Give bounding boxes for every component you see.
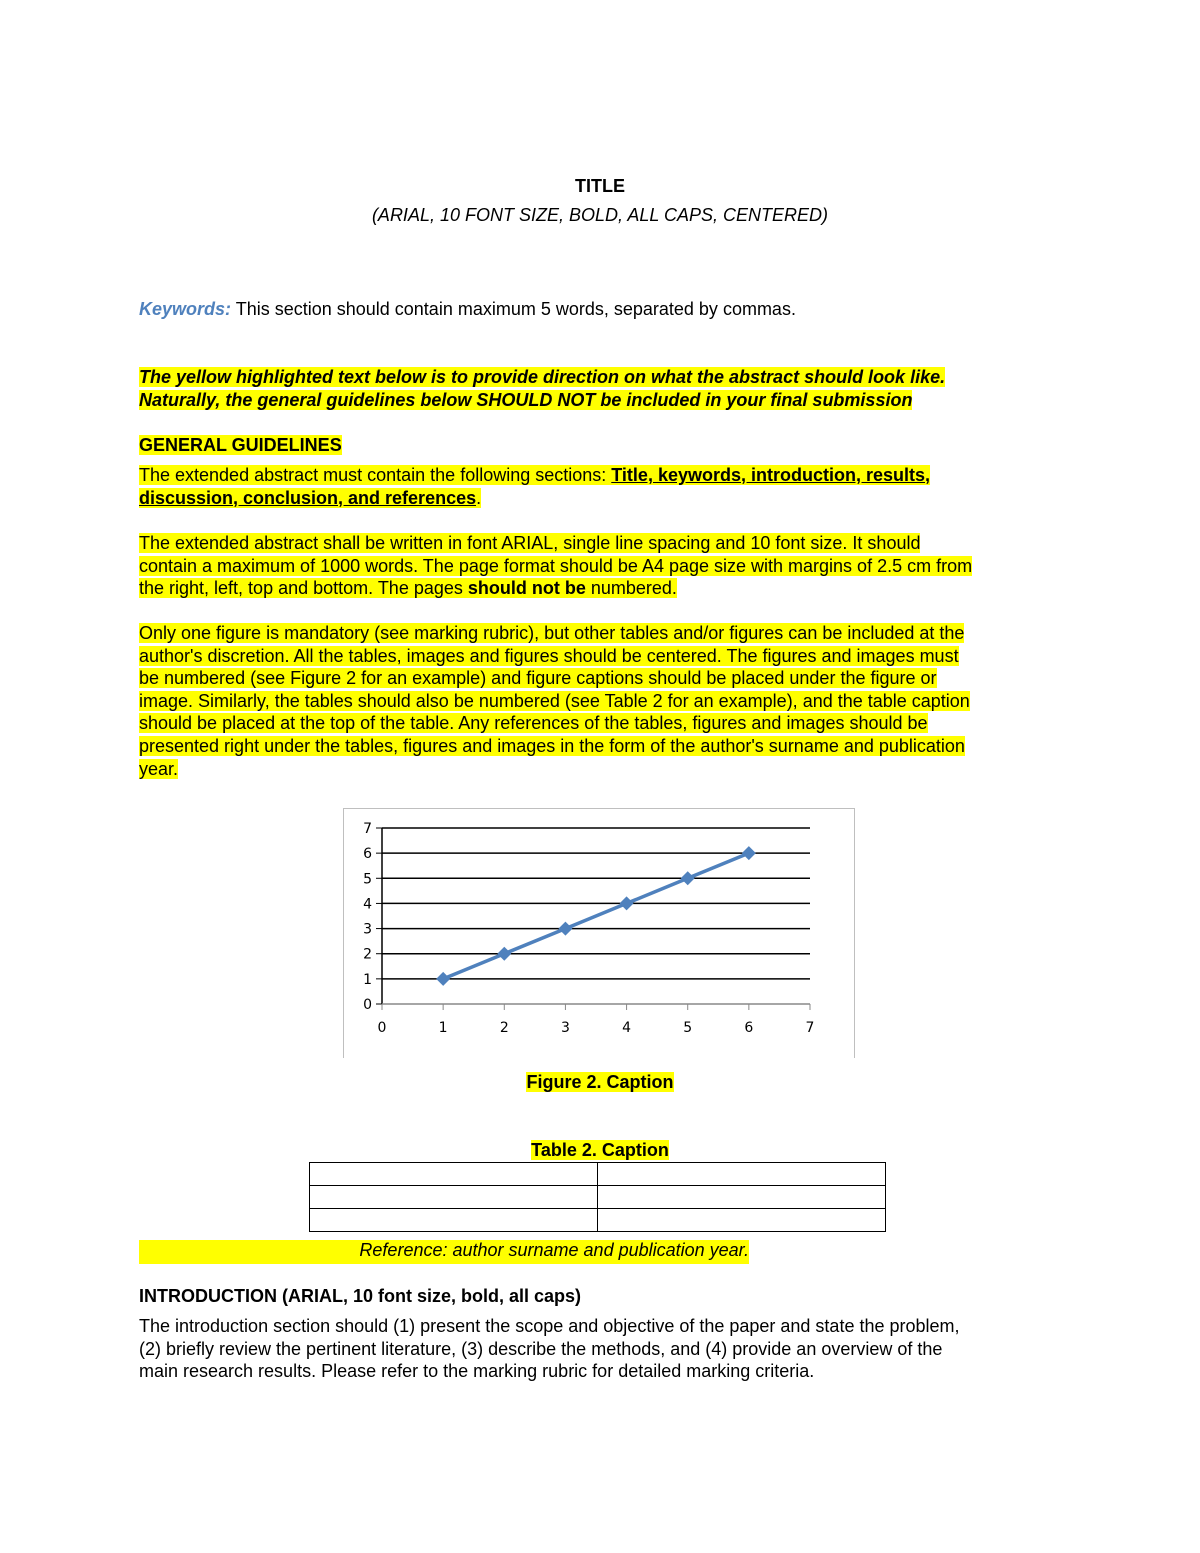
x-tick-label: 2 bbox=[499, 1020, 509, 1036]
document-title: TITLE bbox=[575, 176, 625, 196]
table-cell bbox=[598, 1186, 886, 1209]
keywords-label: Keywords: bbox=[139, 299, 232, 319]
guidelines-paragraph-1 bbox=[139, 464, 1054, 509]
y-tick-label: 3 bbox=[363, 921, 372, 938]
p2-line-3-bold: should not be bbox=[467, 578, 586, 599]
data-point-diamond bbox=[742, 846, 756, 860]
figure-2-line-chart bbox=[343, 808, 855, 1058]
y-tick-label: 2 bbox=[363, 946, 372, 963]
table-cell bbox=[598, 1209, 886, 1232]
data-point-diamond bbox=[558, 922, 572, 936]
data-point-diamond bbox=[436, 972, 450, 986]
table-row bbox=[310, 1209, 886, 1232]
x-tick-label: 4 bbox=[622, 1020, 632, 1036]
p1-sections-bold-1: Title, keywords, introduction, results, bbox=[611, 465, 930, 485]
data-point-diamond bbox=[620, 896, 634, 910]
figure-caption-text: Figure 2. Caption bbox=[526, 1072, 674, 1092]
data-point-diamond bbox=[681, 871, 695, 885]
introduction-paragraph bbox=[139, 1315, 1054, 1383]
introduction-heading: INTRODUCTION (ARIAL, 10 font size, bold, all caps) bbox=[139, 1286, 582, 1306]
x-tick-label: 7 bbox=[805, 1020, 815, 1036]
guidelines-paragraph-2 bbox=[139, 532, 1054, 600]
table-reference: Reference: author surname and publication year. bbox=[359, 1240, 749, 1260]
table-cell bbox=[310, 1186, 598, 1209]
x-tick-label: 3 bbox=[560, 1020, 570, 1036]
chart-series bbox=[436, 846, 756, 986]
p1-sections-bold-2: discussion, conclusion, and references bbox=[139, 487, 477, 508]
p2-line-1: The extended abstract shall be written in font ARIAL, single line spacing and 10 font size. It should bbox=[139, 533, 921, 553]
highlight-notice bbox=[139, 366, 1039, 411]
intro-line: main research results. Please refer to the marking rubric for detailed marking criteria. bbox=[139, 1361, 815, 1382]
intro-line: (2) briefly review the pertinent literature, (3) describe the methods, and (4) provide an overview of the bbox=[139, 1338, 943, 1359]
p3-line: presented right under the tables, figures and images in the form of the author's surname and publication bbox=[139, 735, 965, 756]
table-cell bbox=[310, 1209, 598, 1232]
x-tick-label: 0 bbox=[377, 1020, 387, 1036]
table-row bbox=[310, 1186, 886, 1209]
guidelines-paragraph-3 bbox=[139, 622, 1054, 780]
x-tick-label: 6 bbox=[744, 1020, 754, 1036]
p3-line: image. Similarly, the tables should also be numbered (see Table 2 for an example), and the table caption bbox=[139, 690, 970, 711]
x-tick-label: 1 bbox=[438, 1020, 448, 1036]
y-tick-label: 4 bbox=[363, 896, 372, 913]
table-caption-text: Table 2. Caption bbox=[531, 1140, 669, 1160]
x-tick-label: 5 bbox=[683, 1020, 693, 1036]
intro-line: The introduction section should (1) present the scope and objective of the paper and state the problem, bbox=[139, 1316, 960, 1336]
y-tick-label: 1 bbox=[363, 971, 372, 988]
guidelines-heading bbox=[139, 435, 342, 456]
data-point-diamond bbox=[497, 947, 511, 961]
example-table bbox=[309, 1162, 886, 1232]
p2-line-3c: numbered. bbox=[585, 578, 677, 599]
y-tick-label: 6 bbox=[363, 846, 372, 863]
figure-caption bbox=[0, 1072, 1200, 1093]
y-tick-label: 5 bbox=[363, 871, 372, 888]
p3-line: year. bbox=[139, 758, 179, 779]
table-caption bbox=[0, 1140, 1200, 1161]
p1-end: . bbox=[476, 487, 482, 508]
table-cell bbox=[598, 1163, 886, 1186]
keywords-text: This section should contain maximum 5 words, separated by commas. bbox=[231, 299, 796, 319]
notice-line-2: Naturally, the general guidelines below SHOULD NOT be included in your final submission bbox=[139, 389, 913, 410]
table-cell bbox=[310, 1163, 598, 1186]
p1-text: The extended abstract must contain the following sections: bbox=[139, 465, 612, 485]
series-line bbox=[443, 853, 749, 979]
p3-line: Only one figure is mandatory (see marking rubric), but other tables and/or figures can be included at the bbox=[139, 623, 965, 643]
keywords-line bbox=[139, 299, 796, 320]
p2-line-3a: the right, left, top and bottom. The pages bbox=[139, 578, 468, 599]
table-row bbox=[310, 1163, 886, 1186]
p3-line: author's discretion. All the tables, images and figures should be centered. The figures and images must bbox=[139, 645, 959, 666]
guidelines-heading-text: GENERAL GUIDELINES bbox=[139, 435, 342, 455]
p3-line: be numbered (see Figure 2 for an example) and figure captions should be placed under the figure or bbox=[139, 668, 937, 689]
p3-line: should be placed at the top of the table. Any references of the tables, figures and images should be bbox=[139, 713, 928, 734]
title-format-note: (ARIAL, 10 FONT SIZE, BOLD, ALL CAPS, CENTERED) bbox=[371, 205, 829, 225]
y-tick-label: 0 bbox=[363, 997, 372, 1013]
y-tick-label: 7 bbox=[363, 821, 372, 837]
p2-line-2: contain a maximum of 1000 words. The page format should be A4 page size with margins of 2.5 cm from bbox=[139, 555, 973, 576]
notice-line-1: The yellow highlighted text below is to provide direction on what the abstract should look like. bbox=[139, 367, 946, 387]
